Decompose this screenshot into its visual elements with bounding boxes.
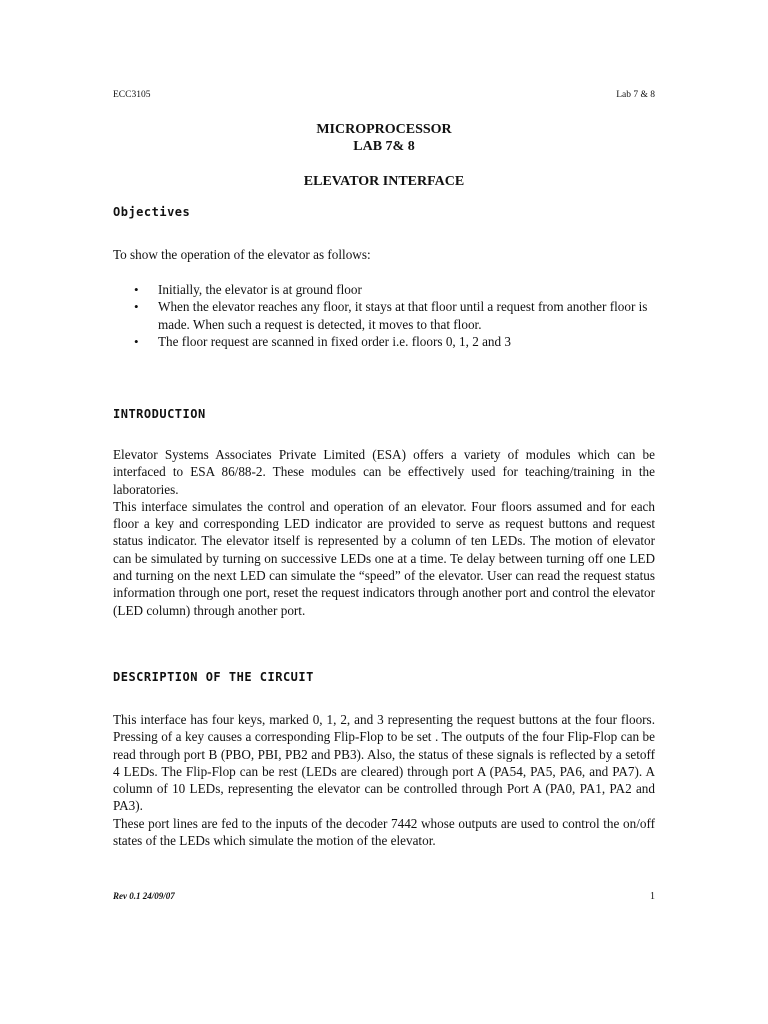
bullet-icon: • xyxy=(134,333,139,349)
objectives-heading: Objectives xyxy=(113,205,191,219)
introduction-paragraph-1: Elevator Systems Associates Private Limited (ESA) offers a variety of modules which can be interfaced to ESA 86/88-2. These modules can be effectively used for teaching/training in the laboratories. xyxy=(113,447,655,497)
introduction-heading: INTRODUCTION xyxy=(113,407,206,421)
introduction-paragraph-2: This interface simulates the control and operation of an elevator. Four floors assumed and for each floor a key and corresponding LED indicator are provided to serve as request buttons and request status indicator. The elevator itself is represented by a column of ten LEDs. The motion of elevator can be simulated by turning on successive LEDs one at a time. Te delay between turning off one LED and turning on the next LED can simulate the “speed” of the elevator. User can read the request status information through one port, reset the request indicators through another port and control the elevator (LED column) through another port. xyxy=(113,498,655,618)
circuit-heading: DESCRIPTION OF THE CIRCUIT xyxy=(113,670,314,684)
objectives-intro-text: To show the operation of the elevator as follows: xyxy=(113,247,371,262)
circuit-paragraph-2: These port lines are fed to the inputs of the decoder 7442 whose outputs are used to control the on/off states of the LEDs which simulate the motion of the elevator. xyxy=(113,815,655,849)
list-item xyxy=(113,281,655,298)
title-line-1: MICROPROCESSOR xyxy=(316,122,452,137)
footer-revision: Rev 0.1 24/09/07 xyxy=(113,891,175,901)
title-line-3: ELEVATOR INTERFACE xyxy=(303,174,465,189)
list-item xyxy=(113,333,655,350)
header-lab-number: Lab 7 & 8 xyxy=(616,90,655,100)
objectives-intro xyxy=(113,246,655,263)
objectives-list xyxy=(113,281,655,350)
bullet-icon: • xyxy=(134,299,139,315)
introduction-body xyxy=(113,446,655,619)
circuit-body xyxy=(113,711,655,849)
list-item-text: The floor request are scanned in fixed order i.e. floors 0, 1, 2 and 3 xyxy=(158,333,512,349)
bullet-icon: • xyxy=(134,282,139,297)
list-item-text: When the elevator reaches any floor, it stays at that floor until a request from another floor is made. When such a request is detected, it moves to that floor. xyxy=(158,299,648,332)
title-line-2: LAB 7& 8 xyxy=(353,139,415,154)
list-item xyxy=(113,298,655,333)
circuit-paragraph-1: This interface has four keys, marked 0, 1, 2, and 3 representing the request buttons at the four floors. Pressing of a key causes a corresponding Flip-Flop to be set . The outputs of the four Flip-Flop can be read through port B (PBO, PBI, PB2 and PB3). Also, the status of these signals is reflected by a setoff 4 LEDs. The Flip-Flop can be rest (LEDs are cleared) through port A (PA54, PA5, PA6, and PA7). A column of 10 LEDs, representing the elevator can be controlled through Port A (PA0, PA1, PA2 and PA3). xyxy=(113,712,655,814)
list-item-text: Initially, the elevator is at ground floor xyxy=(158,282,362,297)
header-course-code: ECC3105 xyxy=(113,90,151,100)
page-number: 1 xyxy=(650,891,655,902)
